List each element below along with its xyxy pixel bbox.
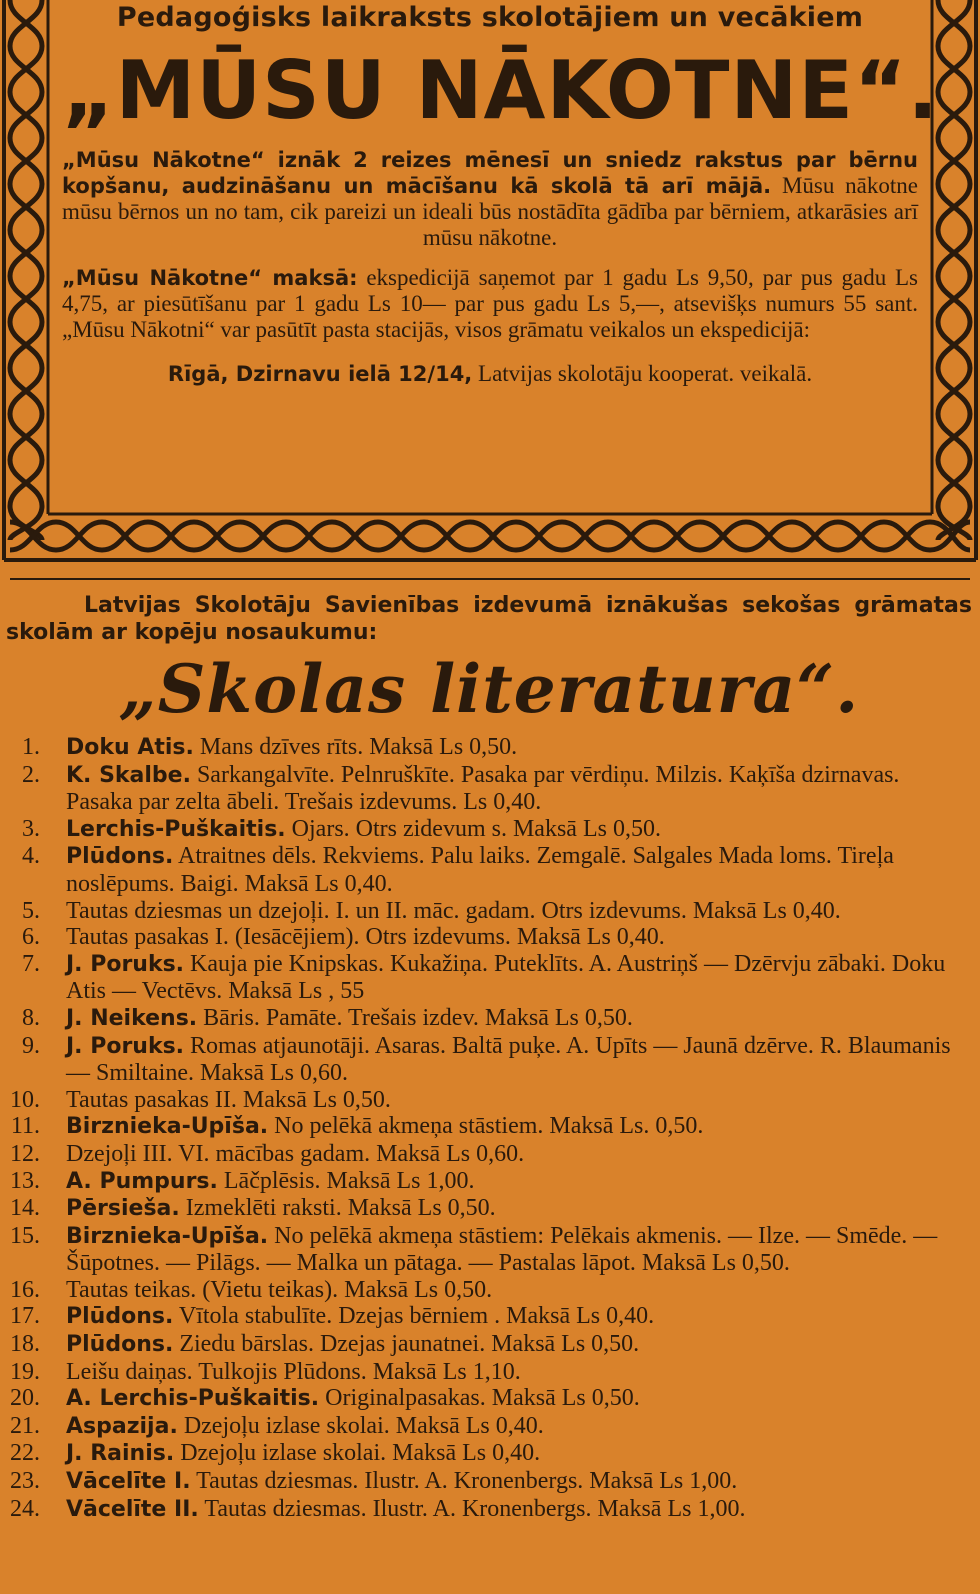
ad-price-text: ekspedicijā saņemot par 1 gadu Ls 9,50, par pus gadu Ls 4,75, ar piesūtīšanu par 1 gadu Ls 10— par pus gadu Ls 5,—, atsevišķs numurs 55 sant. „Mūsu Nākotni“ var pasūtīt pasta stacijās, visos grāmatu veikalos un ekspedicijā: [62, 265, 918, 342]
book-author: Birznieka-Upīša. [66, 1114, 269, 1140]
book-title: Tautas dziesmas un dzejoļi. I. un II. māc. gadam. Otrs izdevums. Maksā Ls 0,40. [66, 897, 841, 924]
ad-address [62, 361, 918, 387]
book-number: 20. [10, 1385, 40, 1412]
books-section [6, 592, 972, 1523]
book-number: 3. [22, 815, 40, 842]
book-author: Birznieka-Upīša. [66, 1223, 269, 1249]
book-title: Vītola stabulīte. Dzejas bērniem . Maksā Ls 0,40. [178, 1303, 655, 1330]
book-item [6, 1005, 972, 1033]
book-item [6, 1468, 972, 1496]
section-divider [10, 578, 970, 580]
ad-description-rest: Mūsu nākotne mūsu bērnos un no tam, cik pareizi un ideali būs nostādīta gādība par bērniem, atkarāsies arī mūsu nākotne. [62, 173, 918, 250]
book-item [6, 762, 972, 816]
book-list [6, 734, 972, 1523]
book-number: 2. [22, 761, 40, 788]
ad-title: „MŪSU NĀKOTNE“. [62, 44, 939, 137]
book-number: 10. [10, 1086, 40, 1113]
book-item [6, 816, 972, 844]
book-author: J. Poruks. [66, 1033, 185, 1059]
book-item [6, 1033, 972, 1087]
book-number: 24. [10, 1495, 40, 1522]
book-number: 22. [10, 1440, 40, 1467]
book-item [6, 1440, 972, 1468]
advertisement-frame [0, 0, 980, 566]
book-number: 6. [22, 924, 40, 951]
book-title: Dzejoļi III. VI. mācības gadam. Maksā Ls 0,60. [66, 1140, 525, 1167]
ad-address-bold: Rīgā, Dzirnavu ielā 12/14, [167, 362, 473, 386]
book-item [6, 1413, 972, 1441]
book-author: Vācelīte II. [66, 1496, 199, 1522]
book-author: Plūdons. [66, 1332, 174, 1358]
book-number: 23. [10, 1468, 40, 1495]
book-title: Tautas dziesmas. Ilustr. A. Kronenbergs. Maksā Ls 1,00. [196, 1468, 738, 1495]
book-title: Tautas teikas. (Vietu teikas). Maksā Ls 0,50. [66, 1276, 493, 1303]
book-item [6, 1331, 972, 1359]
book-author: A. Lerchis-Puškaitis. [66, 1386, 320, 1412]
book-item [6, 1277, 972, 1304]
book-item [6, 1087, 972, 1114]
book-title: Sarkangalvīte. Pelnruškīte. Pasaka par vērdiņu. Milzis. Kaķīša dzirnavas. Pasaka par zelta ābeli. Trešais izdevums. Ls 0,40. [66, 761, 900, 816]
book-title: Originalpasakas. Maksā Ls 0,50. [325, 1385, 640, 1412]
book-author: Aspazija. [66, 1413, 178, 1439]
book-number: 21. [10, 1412, 40, 1439]
book-number: 9. [22, 1032, 40, 1059]
book-title: Izmeklēti raksti. Maksā Ls 0,50. [185, 1195, 496, 1222]
book-author: Vācelīte I. [66, 1469, 191, 1495]
advertisement [62, 0, 939, 387]
ad-price [62, 265, 918, 343]
book-number: 17. [10, 1303, 40, 1330]
book-item [6, 1223, 972, 1277]
book-number: 19. [10, 1358, 40, 1385]
book-author: K. Skalbe. [66, 762, 191, 788]
book-number: 7. [22, 950, 40, 977]
book-author: A. Pumpurs. [66, 1168, 218, 1194]
book-author: J. Poruks. [66, 951, 185, 977]
book-title: Tautas pasakas II. Maksā Ls 0,50. [66, 1086, 391, 1113]
book-number: 8. [22, 1004, 40, 1031]
book-item [6, 951, 972, 1005]
series-title: „Skolas literatura“. [118, 650, 860, 728]
book-title: Dzejoļu izlase skolai. Maksā Ls 0,40. [183, 1412, 544, 1439]
ad-price-bold: „Mūsu Nākotne“ maksā: [62, 266, 358, 290]
book-item [6, 1113, 972, 1141]
book-item [6, 1195, 972, 1223]
book-number: 12. [10, 1140, 40, 1167]
books-intro: Latvijas Skolotāju Savienības izdevumā iznākušas sekošas grāmatas skolām ar kopēju nosaukumu: [6, 593, 972, 645]
book-item [6, 1385, 972, 1413]
book-author: Pērsieša. [66, 1196, 180, 1222]
book-item [6, 1303, 972, 1331]
book-title: Bāris. Pamāte. Trešais izdev. Maksā Ls 0,50. [203, 1004, 633, 1031]
book-title: No pelēkā akmeņa stāstiem: Pelēkais akmenis. — Ilze. — Smēde. — Šūpotnes. — Pilāgs. — Malka un pātaga. — Pastalas lāpot. Maksā Ls 0,50. [66, 1222, 938, 1277]
book-title: Leišu daiņas. Tulkojis Plūdons. Maksā Ls 1,10. [66, 1358, 521, 1385]
book-title: No pelēkā akmeņa stāstiem. Maksā Ls. 0,50. [274, 1113, 704, 1140]
book-author: Doku Atis. [66, 735, 194, 760]
book-number: 4. [22, 843, 40, 870]
book-number: 13. [10, 1167, 40, 1194]
book-item [6, 843, 972, 897]
book-item [6, 1168, 972, 1196]
book-item [6, 1496, 972, 1524]
book-title: Tautas pasakas I. (Iesācējiem). Otrs izdevums. Maksā Ls 0,40. [66, 924, 665, 951]
book-number: 18. [10, 1331, 40, 1358]
book-author: J. Neikens. [66, 1005, 198, 1031]
ad-header: Pedagoģisks laikraksts skolotājiem un vecākiem [116, 2, 864, 33]
book-author: Lerchis-Puškaitis. [66, 816, 286, 842]
book-title: Mans dzīves rīts. Maksā Ls 0,50. [199, 734, 518, 760]
book-item [6, 1141, 972, 1168]
book-item [6, 898, 972, 925]
ad-description [62, 147, 918, 251]
book-number: 14. [10, 1195, 40, 1222]
book-number: 1. [22, 734, 40, 760]
book-title: Lāčplēsis. Maksā Ls 1,00. [223, 1167, 475, 1194]
book-title: Romas atjaunotāji. Asaras. Baltā puķe. A. Upīts — Jaunā dzērve. R. Blaumanis — Smiltaine. Maksā Ls 0,60. [66, 1032, 951, 1087]
ad-description-bold: „Mūsu Nākotne“ iznāk 2 reizes mēnesī un sniedz rakstus par bērnu kopšanu, audzināšanu un mācīšanu kā skolā tā arī mājā. [62, 148, 918, 198]
book-title: Dzejoļu izlase skolai. Maksā Ls 0,40. [180, 1440, 541, 1467]
book-title: Atraitnes dēls. Rekviems. Palu laiks. Zemgalē. Salgales Mada loms. Tireļa noslēpums. Baigi. Maksā Ls 0,40. [66, 843, 894, 897]
book-number: 11. [10, 1113, 40, 1140]
book-number: 16. [10, 1276, 40, 1303]
book-number: 15. [10, 1222, 40, 1249]
book-item [6, 1359, 972, 1386]
book-author: Plūdons. [66, 844, 174, 870]
book-title: Ziedu bārslas. Dzejas jaunatnei. Maksā Ls 0,50. [179, 1331, 640, 1358]
book-number: 5. [22, 897, 40, 924]
book-item [6, 734, 972, 762]
ad-address-text: Latvijas skolotāju kooperat. veikalā. [478, 361, 813, 386]
book-author: Plūdons. [66, 1304, 174, 1330]
book-item [6, 924, 972, 951]
book-title: Kauja pie Knipskas. Kukažiņa. Puteklīts. A. Austriņš — Dzērvju zābaki. Doku Atis — Vectēvs. Maksā Ls , 55 [66, 950, 946, 1005]
book-author: J. Rainis. [66, 1441, 175, 1467]
book-title: Tautas dziesmas. Ilustr. A. Kronenbergs. Maksā Ls 1,00. [204, 1495, 746, 1522]
book-title: Ojars. Otrs zidevum s. Maksā Ls 0,50. [291, 815, 661, 842]
